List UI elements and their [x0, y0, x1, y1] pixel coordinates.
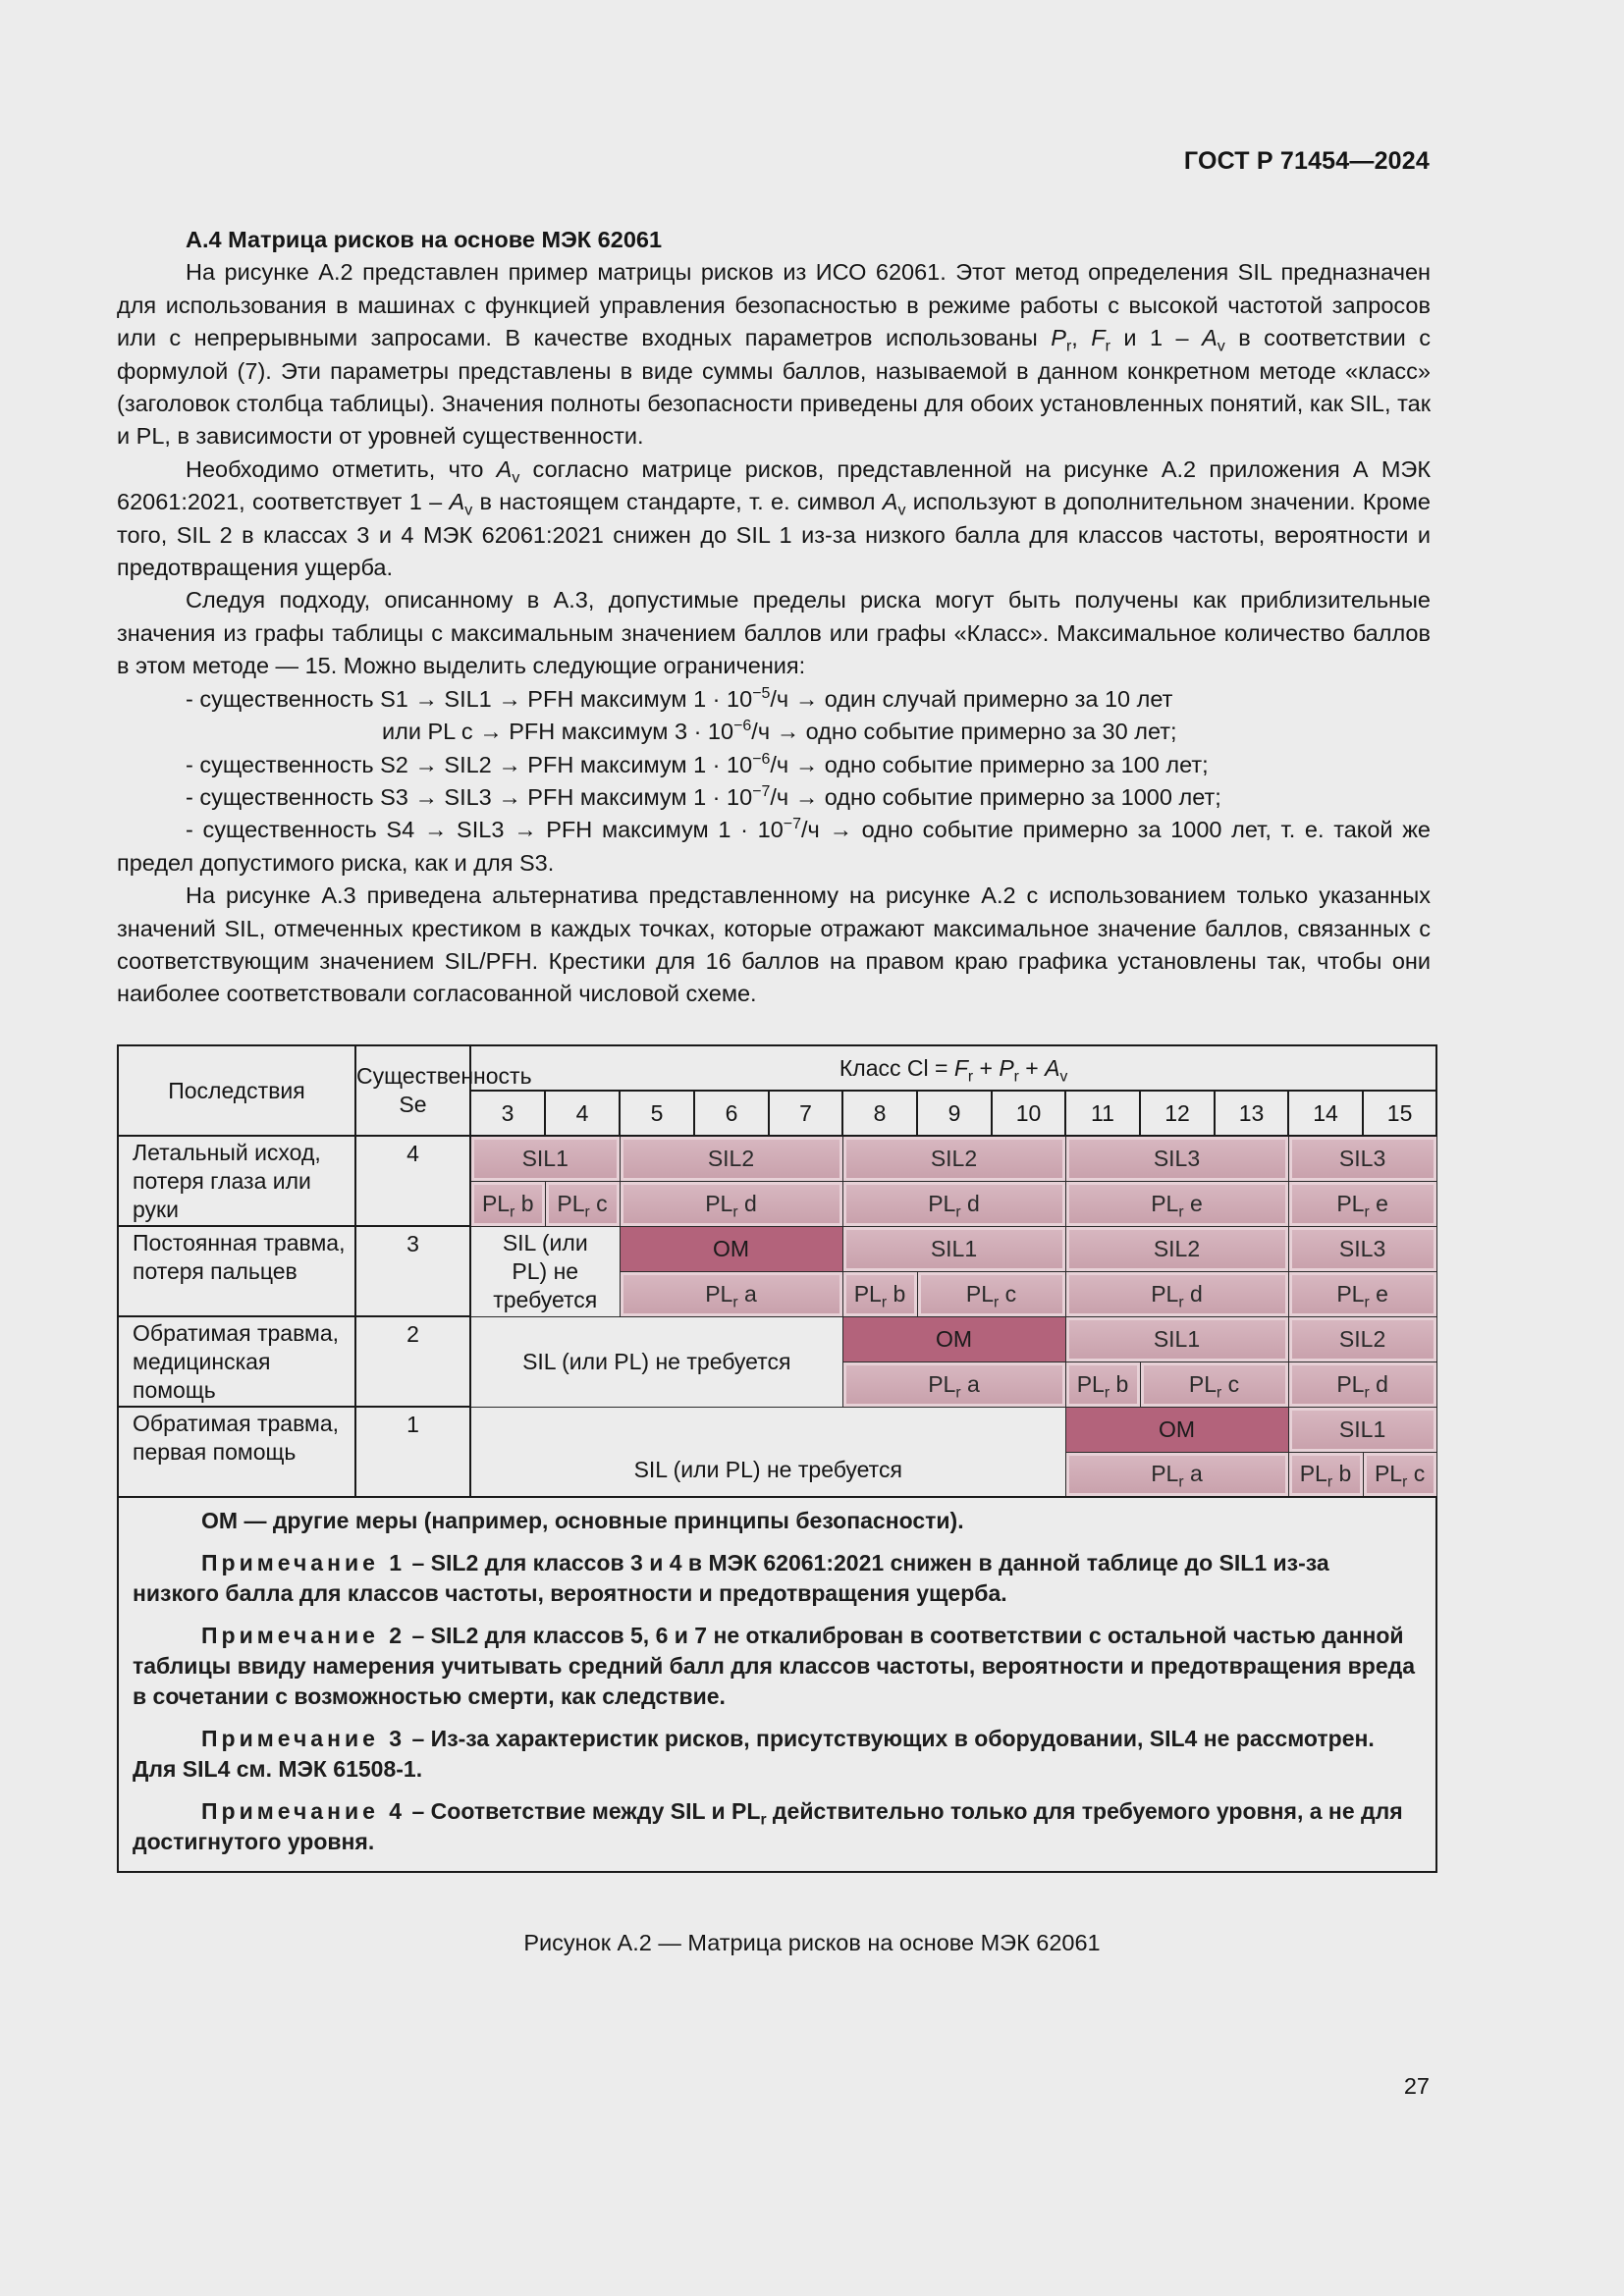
pl-cell: $PL_r$ a — [1065, 1452, 1288, 1497]
class-cell: 3 — [470, 1091, 545, 1136]
not-required-cell: SIL (или PL) не требуется — [470, 1226, 620, 1316]
consequence-cell: Обратимая травма, медицинская помощь — [118, 1316, 355, 1407]
note-3: Примечание 3 – Из-за характеристик рисков, присутствующих в оборудовании, SIL4 не рассмотрен. Для SIL4 см. МЭК 61508-1. — [133, 1726, 1375, 1782]
pl-cell: $PL_r$ e — [1288, 1181, 1436, 1226]
class-cell: 5 — [620, 1091, 694, 1136]
class-cell: 7 — [769, 1091, 842, 1136]
sil-cell: SIL3 — [1288, 1136, 1436, 1181]
sil-cell: SIL2 — [620, 1136, 842, 1181]
consequence-cell: Обратимая травма, первая помощь — [118, 1407, 355, 1497]
paragraph-2: Необходимо отметить, что $A_v$ согласно матрице рисков, представленной на рисунке А.2 приложения А МЭК 62061:2021, соответствует $1 - A_v$ в настоящем стандарте, т. е. символ $A_v$ используют в дополнительном значении. Кроме того, SIL 2 в классах 3 и 4 МЭК 62061:2021 снижен до SIL 1 из-за низкого балла для классов частоты, вероятности и предотвращения ущерба. — [117, 455, 1432, 581]
header-severity: Существенность Se — [355, 1045, 470, 1136]
class-cell: 8 — [842, 1091, 917, 1136]
figure-caption: Рисунок А.2 — Матрица рисков на основе МЭК 62061 — [523, 1930, 1101, 1955]
severity-cell: 1 — [355, 1407, 470, 1497]
note-om-definition: ОМ — другие меры (например, основные принципы безопасности). — [201, 1508, 964, 1533]
list-item-s4: - существенность S4 → SIL3 → PFH максимум $1 \cdot 10^{-7}/ч$ → одно событие примерно за 1000 лет, т. е. такой же предел допустимого риска, как и для S3. — [117, 816, 1431, 876]
consequence-cell: Летальный исход, потеря глаза или руки — [118, 1136, 355, 1226]
sil-cell: SIL3 — [1065, 1136, 1288, 1181]
sil-cell: SIL2 — [1065, 1226, 1288, 1271]
class-cell: 9 — [917, 1091, 992, 1136]
not-required-cell: SIL (или PL) не требуется — [470, 1316, 842, 1407]
pl-cell: $PL_r$ e — [1288, 1271, 1436, 1316]
pl-cell: $PL_r$ b — [842, 1271, 917, 1316]
document-id: ГОСТ Р 71454—2024 — [1183, 147, 1430, 175]
paragraph-4: На рисунке А.3 приведена альтернатива представленному на рисунке А.2 с использованием только указанных значений SIL, отмеченных крестиком в каждых точках, которые отражают максимальное значение баллов, связанных с соответствующим значением SIL/PFH. Крестики для 16 баллов на правом краю графика установлены так, чтобы они наиболее соответствовали согласованной числовой схеме. — [117, 882, 1431, 1007]
om-cell: OM — [620, 1226, 842, 1271]
pl-cell: $PL_r$ a — [620, 1271, 842, 1316]
body-text — [117, 224, 1431, 1011]
class-cell: 10 — [992, 1091, 1065, 1136]
sil-cell: SIL3 — [1288, 1226, 1436, 1271]
list-item-s1: - существенность S1 → SIL1 → PFH максимум $1 \cdot 10^{-5}/ч$ → один случай примерно за 10 лет — [186, 684, 1173, 712]
header-class: Класс $Cl = F_r + P_r + A_v$ — [470, 1045, 1436, 1091]
pl-cell: $PL_r$ d — [1288, 1362, 1436, 1407]
note-1: Примечание 1 – SIL2 для классов 3 и 4 в МЭК 62061:2021 снижен в данной таблице до SIL1 из-за низкого балла для классов частоты, вероятности и предотвращения ущерба. — [133, 1550, 1329, 1606]
severity-cell: 3 — [355, 1226, 470, 1316]
table-notes — [118, 1497, 1436, 1872]
pl-cell: $PL_r$ e — [1065, 1181, 1288, 1226]
class-cell: 6 — [694, 1091, 769, 1136]
pl-cell: $PL_r$ c — [917, 1271, 1065, 1316]
class-cell: 13 — [1215, 1091, 1288, 1136]
class-cell: 15 — [1363, 1091, 1436, 1136]
sil-cell: SIL1 — [470, 1136, 620, 1181]
pl-cell: $PL_r$ b — [1065, 1362, 1140, 1407]
sil-cell: SIL1 — [1288, 1407, 1436, 1452]
section-title: А.4 Матрица рисков на основе МЭК 62061 — [186, 227, 663, 252]
om-cell: OM — [842, 1316, 1065, 1362]
paragraph-1: На рисунке А.2 представлен пример матрицы рисков из ИСО 62061. Этот метод определения SIL предназначен для использования в машинах с функцией управления безопасностью в режиме работы с высокой частотой запросов или с непрерывными запросами. В качестве входных параметров использованы $P_r$, $F_r$ и $1 - A_v$ в соответствии с формулой (7). Эти параметры представлены в виде суммы баллов, называемой в данном конкретном методе «класс» (заголовок столбца таблицы). Значения полноты безопасности приведены для обоих установленных понятий, как SIL, так и PL, в зависимости от уровней существенности. — [117, 259, 1432, 450]
class-cell: 14 — [1288, 1091, 1363, 1136]
list-item-s2: - существенность S2 → SIL2 → PFH максимум $1 \cdot 10^{-6}/ч$ → одно событие примерно за 100 лет; — [186, 750, 1209, 777]
consequence-cell: Постоянная травма, потеря пальцев — [118, 1226, 355, 1316]
list-item-s1-continued: или PL c → PFH максимум $3 \cdot 10^{-6}/ч$ → одно событие примерно за 30 лет; — [382, 718, 1177, 745]
class-cell: 12 — [1140, 1091, 1215, 1136]
not-required-cell: SIL (или PL) не требуется — [470, 1407, 1065, 1497]
sil-cell: SIL2 — [842, 1136, 1065, 1181]
paragraph-3: Следуя подходу, описанному в А.3, допустимые пределы риска могут быть получены как приблизительные значения из графы таблицы с максимальным значением баллов или графы «Класс». Максимальное количество баллов в этом методе — 15. Можно выделить следующие ограничения: — [117, 587, 1431, 679]
pl-cell: $PL_r$ b — [470, 1181, 545, 1226]
page-number: 27 — [1403, 2073, 1430, 2099]
note-4: Примечание 4 – Соответствие между SIL и $PL_r$ действительно только для требуемого уровня, а не для достигнутого уровня. — [133, 1798, 1403, 1854]
header-consequences: Последствия — [118, 1045, 355, 1136]
pl-cell: $PL_r$ c — [1140, 1362, 1288, 1407]
pl-cell: $PL_r$ c — [1363, 1452, 1436, 1497]
pl-cell: $PL_r$ b — [1288, 1452, 1363, 1497]
severity-cell: 4 — [355, 1136, 470, 1226]
list-item-s3: - существенность S3 → SIL3 → PFH максимум $1 \cdot 10^{-7}/ч$ → одно событие примерно за 1000 лет; — [186, 783, 1221, 810]
class-cell: 11 — [1065, 1091, 1140, 1136]
pl-cell: $PL_r$ a — [842, 1362, 1065, 1407]
om-cell: OM — [1065, 1407, 1288, 1452]
sil-cell: SIL1 — [1065, 1316, 1288, 1362]
pl-cell: $PL_r$ d — [842, 1181, 1065, 1226]
pl-cell: $PL_r$ d — [620, 1181, 842, 1226]
risk-matrix-table — [117, 1044, 1437, 1873]
pl-cell: $PL_r$ c — [545, 1181, 620, 1226]
sil-cell: SIL2 — [1288, 1316, 1436, 1362]
sil-cell: SIL1 — [842, 1226, 1065, 1271]
severity-cell: 2 — [355, 1316, 470, 1407]
pl-cell: $PL_r$ d — [1065, 1271, 1288, 1316]
class-cell: 4 — [545, 1091, 620, 1136]
note-2: Примечание 2 – SIL2 для классов 5, 6 и 7 не откалиброван в соответствии с остальной частью данной таблицы ввиду намерения учитывать средний балл для классов частоты, вероятности и предотвращения вреда в сочетании с возможностью смерти, как следствие. — [133, 1623, 1416, 1709]
